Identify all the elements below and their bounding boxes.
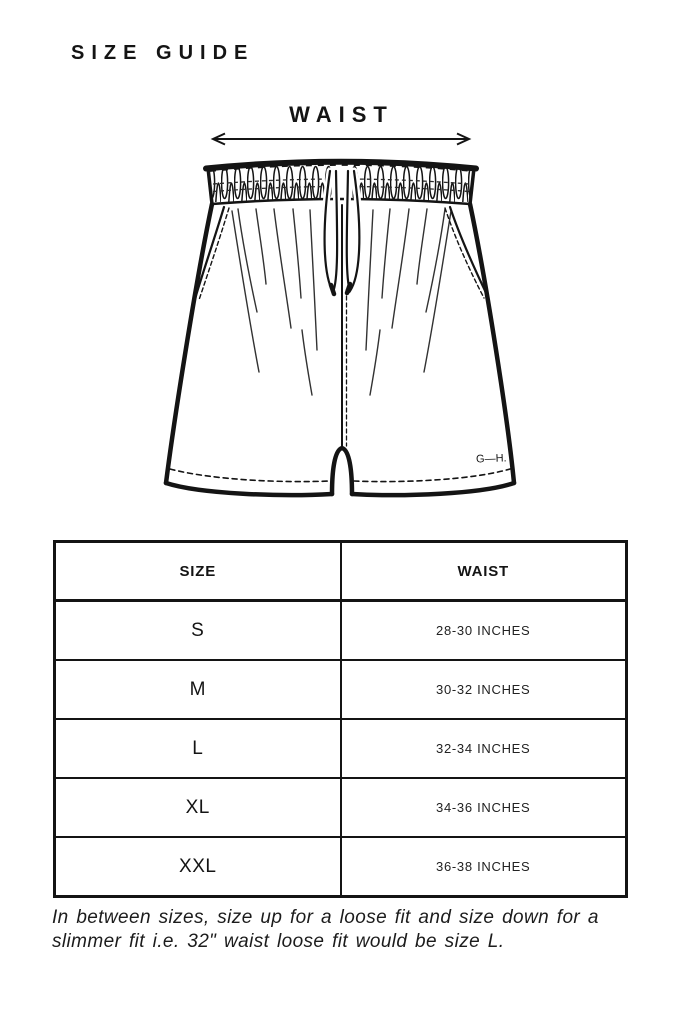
table-row — [55, 837, 627, 897]
size-cell: S — [55, 601, 341, 661]
size-cell: L — [55, 719, 341, 778]
page-title: SIZE GUIDE — [71, 42, 255, 64]
waist-cell: 34-36 INCHES — [341, 778, 627, 837]
size-cell: XXL — [55, 837, 341, 897]
svg-text:G—H.: G—H. — [475, 452, 507, 466]
size-cell: XL — [55, 778, 341, 837]
waist-cell: 36-38 INCHES — [341, 837, 627, 897]
waist-arrow — [213, 134, 469, 145]
table-row — [55, 719, 627, 778]
waist-cell: 30-32 INCHES — [341, 660, 627, 719]
waist-measure-label: WAIST — [289, 102, 394, 127]
waistband — [206, 162, 476, 204]
table-row — [55, 778, 627, 837]
size-cell: M — [55, 660, 341, 719]
fit-advice-footnote: In between sizes, size up for a loose fit and size down for a slimmer fit i.e. 32" waist loose fit would be size L. — [52, 907, 599, 952]
waist-cell: 32-34 INCHES — [341, 719, 627, 778]
size-column-header: SIZE — [55, 542, 341, 601]
table-header-row — [55, 542, 627, 601]
waist-column-header: WAIST — [341, 542, 627, 601]
table-row — [55, 660, 627, 719]
table-row — [55, 601, 627, 661]
size-guide-table — [53, 540, 628, 898]
waist-cell: 28-30 INCHES — [341, 601, 627, 661]
brand-logo — [476, 452, 507, 465]
